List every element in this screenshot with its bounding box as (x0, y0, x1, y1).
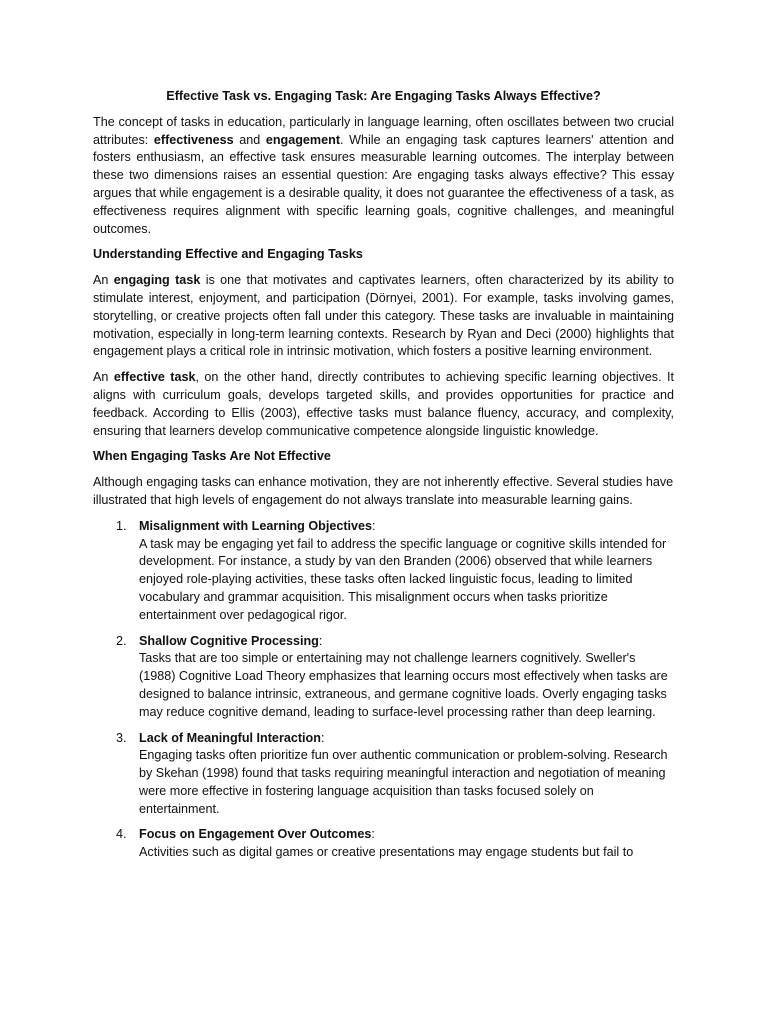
list-item-colon: : (318, 633, 323, 648)
list-item (93, 518, 674, 625)
not-effective-intro: Although engaging tasks can enhance motivation, they are not inherently effective. Several studies have illustrated that high levels of engagement do not always translate into measurable learning gains. (93, 475, 674, 507)
list-item-number: 3. (116, 730, 127, 745)
list-item (93, 730, 674, 819)
section-heading-understanding: Understanding Effective and Engaging Tasks (93, 247, 363, 262)
list-item-colon: : (371, 827, 375, 842)
section-heading-not-effective: When Engaging Tasks Are Not Effective (93, 449, 331, 464)
list-item-number: 4. (116, 827, 127, 842)
intro-text-2: and (233, 132, 266, 147)
effective-text-b: , on the other hand, directly contributes to achieving specific learning objectives. It aligns with curriculum goals, develops targeted skills, and provides opportunities for practice and feedback. According to Ellis (2003), effective tasks must balance fluency, accuracy, and complexity, ensuring that learners develop communicative competence alongside linguistic knowledge. (93, 370, 675, 438)
list-item-title: Focus on Engagement Over Outcomes (139, 827, 372, 842)
intro-paragraph (93, 114, 674, 239)
intro-term-effectiveness: effectiveness (153, 132, 234, 147)
list-item-body: Activities such as digital games or creative presentations may engage students but fail to (139, 845, 634, 860)
list-item-body: Engaging tasks often prioritize fun over authentic communication or problem-solving. Research by Skehan (1998) found that tasks requiring meaningful interaction and negotiation of meaning were more effective in fostering language acquisition than tasks focused solely on entertainment. (139, 748, 668, 816)
engaging-task-term: engaging task (113, 273, 201, 288)
reasons-list (93, 518, 674, 862)
list-item-body: Tasks that are too simple or entertaining may not challenge learners cognitively. Sweller's (1988) Cognitive Load Theory emphasizes that learning occurs most effectively when tasks are designed to balance intrinsic, extraneous, and germane cognitive loads. Overly engaging tasks may reduce cognitive demand, leading to surface-level processing rather than deep learning. (139, 651, 668, 719)
list-item-title: Lack of Meaningful Interaction (139, 730, 321, 745)
list-item (93, 633, 674, 722)
engaging-text-a: An (93, 273, 114, 288)
document-page (93, 88, 674, 870)
list-item-body: A task may be engaging yet fail to address the specific language or cognitive skills intended for development. For instance, a study by van den Branden (2006) observed that while learners enjoyed role-playing activities, these tasks often lacked linguistic focus, leading to limited vocabulary and grammar acquisition. This misalignment occurs when tasks prioritize entertainment over pedagogical rigor. (139, 536, 667, 622)
list-item-colon: : (320, 730, 325, 745)
effective-text-a: An (93, 370, 114, 385)
effective-task-paragraph (93, 369, 674, 440)
engaging-task-paragraph (93, 272, 674, 361)
list-item-number: 2. (116, 633, 127, 648)
intro-term-engagement: engagement (265, 132, 341, 147)
intro-text-1: The concept of tasks in education, particularly in language learning, often oscillates between two crucial attributes: (93, 114, 674, 147)
engaging-text-b: is one that motivates and captivates learners, often characterized by its ability to stimulate interest, enjoyment, and participation (Dörnyei, 2001). For example, tasks involving games, storytelling, or creative projects often fall under this category. These tasks are invaluable in maintaining motivation, especially in long-term learning contexts. Research by Ryan and Deci (2000) highlights that engagement plays a critical role in intrinsic motivation, which fosters a positive learning environment. (93, 273, 674, 359)
list-item-title: Misalignment with Learning Objectives (139, 518, 373, 533)
list-item (93, 826, 674, 862)
list-item-colon: : (372, 518, 376, 533)
list-item-number: 1. (116, 518, 127, 533)
effective-task-term: effective task (113, 370, 196, 385)
intro-text-3: . While an engaging task captures learners' attention and fosters enthusiasm, an effective task ensures measurable learning outcomes. The interplay between these two dimensions raises an essential question: Are engaging tasks always effective? This essay argues that while engagement is a desirable quality, it does not guarantee the effectiveness of a task, as effectiveness requires alignment with specific learning goals, cognitive challenges, and meaningful outcomes. (93, 132, 674, 236)
list-item-title: Shallow Cognitive Processing (139, 633, 319, 648)
document-title: Effective Task vs. Engaging Task: Are Engaging Tasks Always Effective? (166, 89, 601, 103)
